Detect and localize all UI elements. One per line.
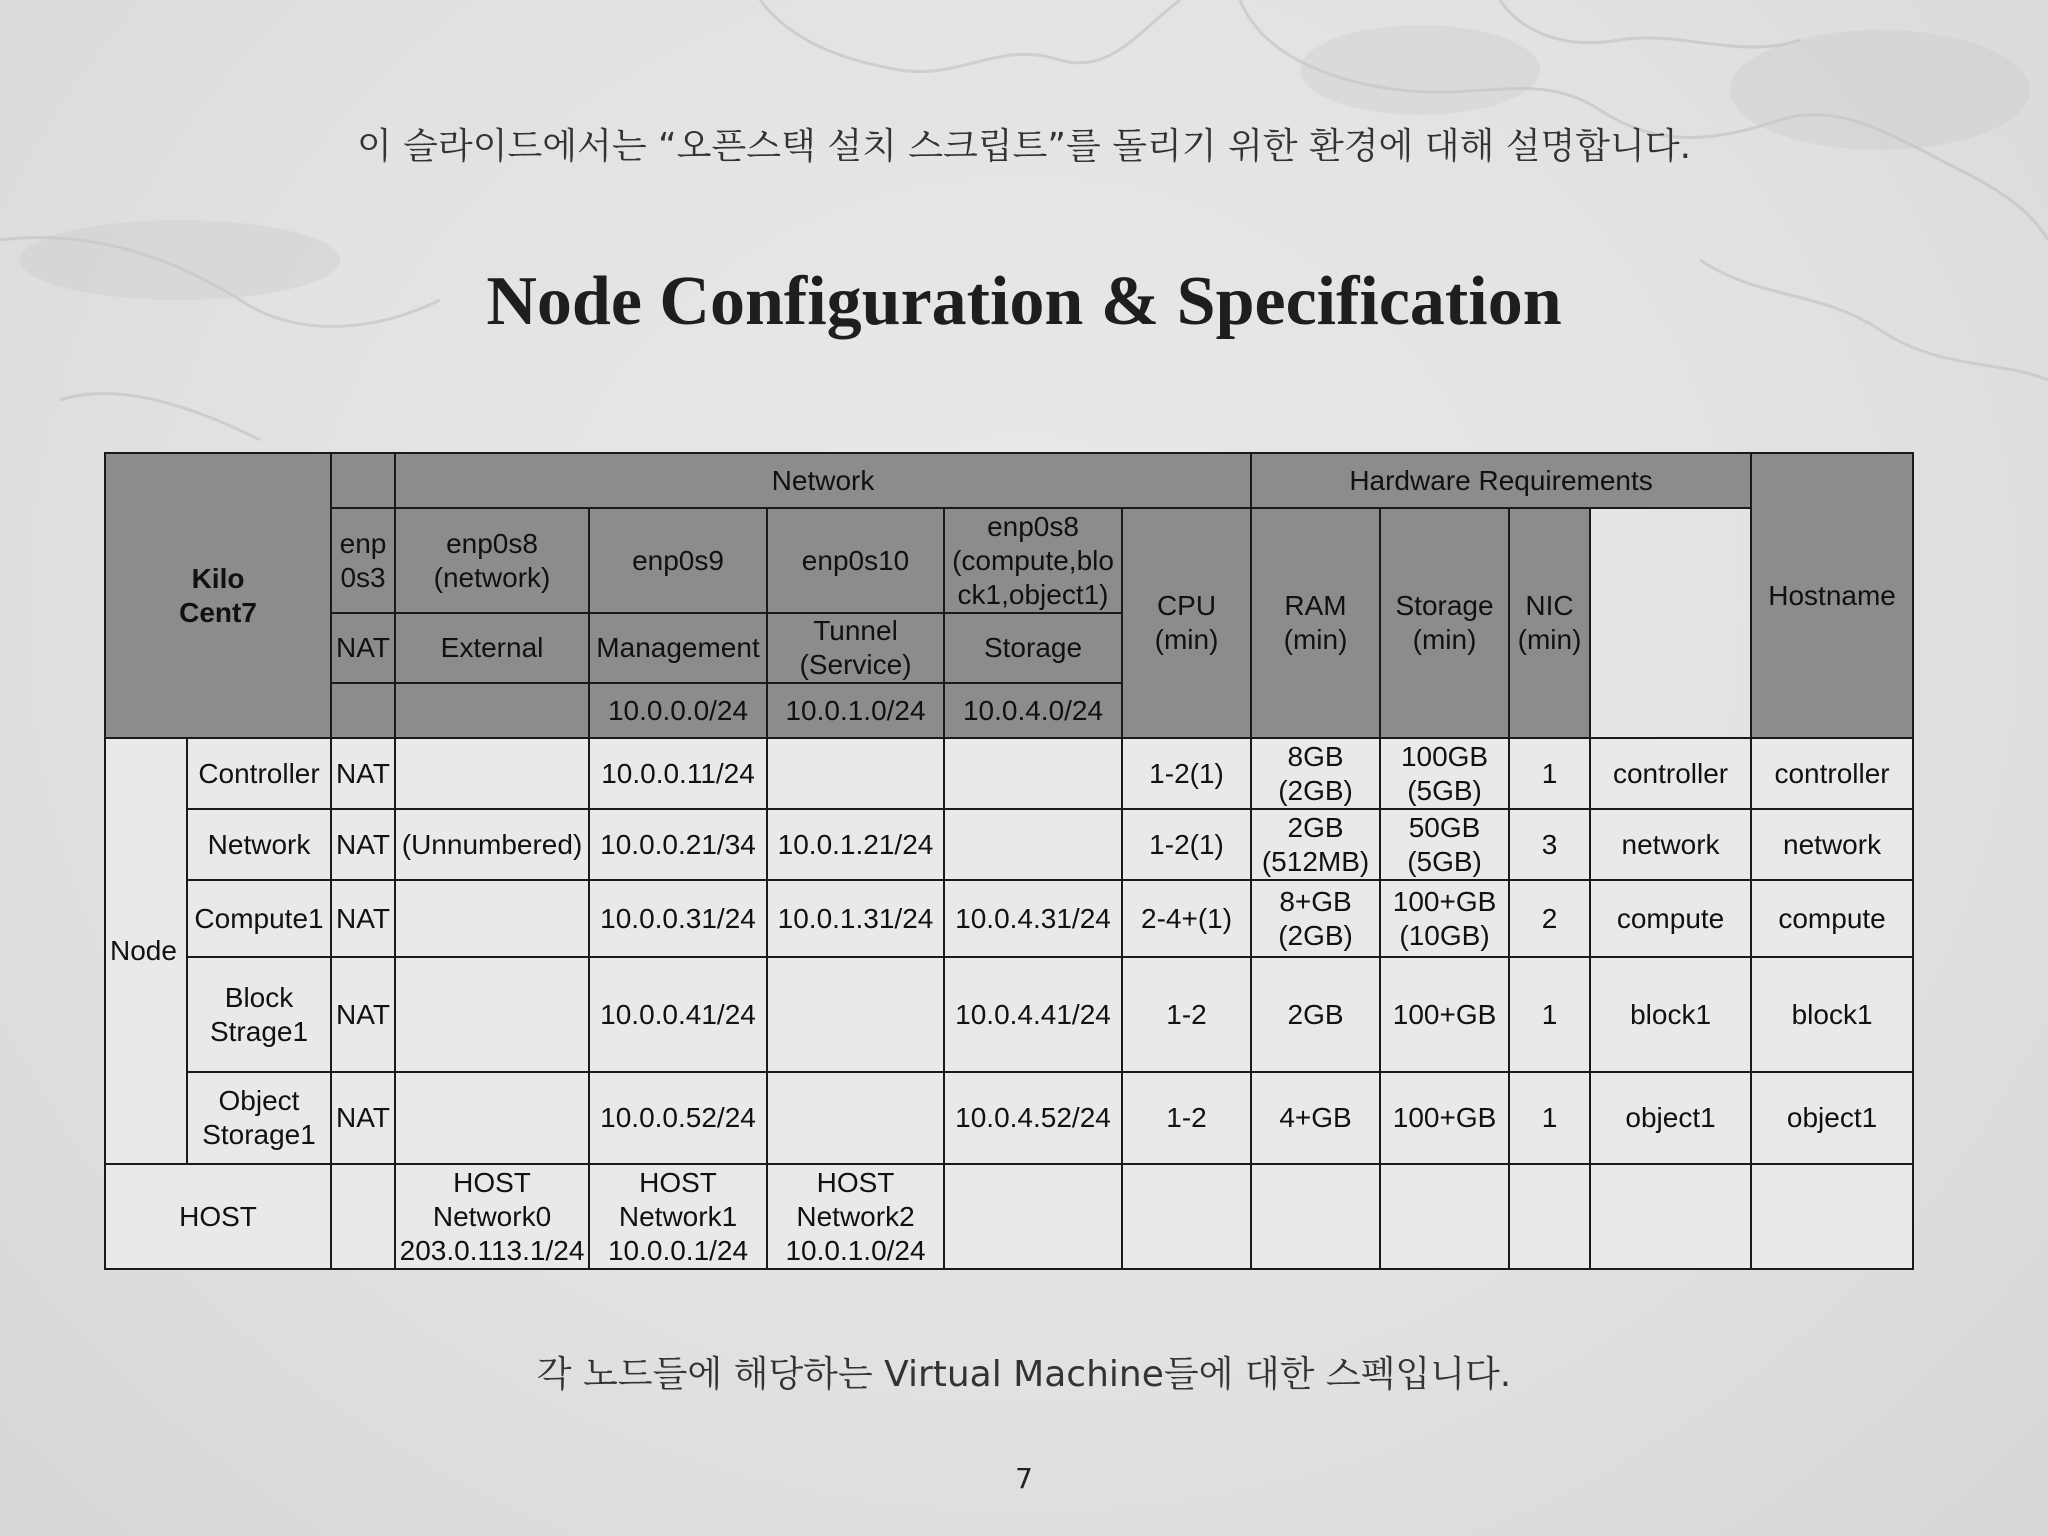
cpu-cell: 1-2 [1122, 957, 1251, 1072]
storage-ip: 10.0.4.31/24 [944, 880, 1122, 957]
intro-text: 이 슬라이드에서는 “오픈스택 설치 스크립트”를 돌리기 위한 환경에 대해 설명합니다. [356, 126, 1692, 167]
management-ip: 10.0.0.41/24 [589, 957, 767, 1072]
disk-cell: 100GB (5GB) [1380, 738, 1509, 809]
cpu-cell: 2-4+(1) [1122, 880, 1251, 957]
nat-cell: NAT [331, 880, 395, 957]
host-row [105, 1164, 1913, 1269]
ram-cell: 8GB (2GB) [1251, 738, 1380, 809]
nat-cell: NAT [331, 1072, 395, 1164]
role-external: External [395, 613, 589, 683]
external-cell [395, 957, 589, 1072]
hosts-cell: compute [1751, 880, 1913, 957]
tunnel-ip [767, 738, 944, 809]
node-name: Controller [187, 738, 331, 809]
host-label: HOST [105, 1164, 331, 1269]
management-ip: 10.0.0.52/24 [589, 1072, 767, 1164]
subnet-tunnel: 10.0.1.0/24 [767, 683, 944, 738]
iface-enp0s8-storage: enp0s8 (compute,blo ck1,object1) [944, 508, 1122, 613]
nat-cell: NAT [331, 738, 395, 809]
role-tunnel: Tunnel (Service) [767, 613, 944, 683]
host-blank [1251, 1164, 1380, 1269]
tunnel-ip [767, 1072, 944, 1164]
hosts-cell: network [1751, 809, 1913, 880]
tunnel-ip: 10.0.1.31/24 [767, 880, 944, 957]
network-group-header: Network [395, 453, 1251, 508]
table-row [105, 1072, 1913, 1164]
page-number: 7 [1015, 1462, 1033, 1495]
nat-cell: NAT [331, 809, 395, 880]
hosts-cell: object1 [1751, 1072, 1913, 1164]
header-blank [331, 453, 395, 508]
nic-cell: 1 [1509, 1072, 1590, 1164]
corner-line2: Cent7 [179, 596, 257, 628]
ram-header: RAM (min) [1251, 508, 1380, 738]
nic-header: NIC (min) [1509, 508, 1590, 738]
iface-enp0s10: enp0s10 [767, 508, 944, 613]
cpu-cell: 1-2(1) [1122, 738, 1251, 809]
external-cell [395, 738, 589, 809]
hostname-cell: block1 [1590, 957, 1751, 1072]
disk-cell: 100+GB (10GB) [1380, 880, 1509, 957]
host-nat-blank [331, 1164, 395, 1269]
nat-cell: NAT [331, 957, 395, 1072]
hosts-cell: controller [1751, 738, 1913, 809]
role-management: Management [589, 613, 767, 683]
subnet-management: 10.0.0.0/24 [589, 683, 767, 738]
host-blank [1590, 1164, 1751, 1269]
cpu-cell: 1-2(1) [1122, 809, 1251, 880]
storage-header: Storage (min) [1380, 508, 1509, 738]
hostname-cell: controller [1590, 738, 1751, 809]
storage-ip: 10.0.4.41/24 [944, 957, 1122, 1072]
hardware-group-header: Hardware Requirements [1251, 453, 1751, 508]
disk-cell: 100+GB [1380, 1072, 1509, 1164]
corner-line1: Kilo [191, 562, 245, 594]
tunnel-ip: 10.0.1.21/24 [767, 809, 944, 880]
node-name: Block Strage1 [187, 957, 331, 1072]
hostname-cell: compute [1590, 880, 1751, 957]
host-blank [1751, 1164, 1913, 1269]
table-row [105, 880, 1913, 957]
iface-enp0s3: enp 0s3 [331, 508, 395, 613]
corner-header [105, 453, 331, 738]
table-row [105, 809, 1913, 880]
host-network1: HOST Network1 10.0.0.1/24 [589, 1164, 767, 1269]
hosts-cell: block1 [1751, 957, 1913, 1072]
nic-cell: 1 [1509, 738, 1590, 809]
ram-cell: 2GB [1251, 957, 1380, 1072]
host-blank [1122, 1164, 1251, 1269]
subnet-storage: 10.0.4.0/24 [944, 683, 1122, 738]
iface-enp0s8-network: enp0s8 (network) [395, 508, 589, 613]
external-cell: (Unnumbered) [395, 809, 589, 880]
role-storage: Storage [944, 613, 1122, 683]
caption-text: 각 노드들에 해당하는 Virtual Machine들에 대한 스펙입니다. [536, 1354, 1512, 1395]
disk-cell: 100+GB [1380, 957, 1509, 1072]
node-name: Network [187, 809, 331, 880]
node-name: Compute1 [187, 880, 331, 957]
iface-enp0s9: enp0s9 [589, 508, 767, 613]
host-network2: HOST Network2 10.0.1.0/24 [767, 1164, 944, 1269]
management-ip: 10.0.0.31/24 [589, 880, 767, 957]
node-spec-table [104, 452, 1914, 1270]
nic-cell: 3 [1509, 809, 1590, 880]
cpu-header: CPU (min) [1122, 508, 1251, 738]
hostname-cell: network [1590, 809, 1751, 880]
management-ip: 10.0.0.21/34 [589, 809, 767, 880]
external-cell [395, 1072, 589, 1164]
tunnel-ip [767, 957, 944, 1072]
node-name: Object Storage1 [187, 1072, 331, 1164]
management-ip: 10.0.0.11/24 [589, 738, 767, 809]
node-group-label: Node [105, 738, 187, 1164]
hostname-header: Hostname [1751, 453, 1913, 738]
hostname-cell: object1 [1590, 1072, 1751, 1164]
nic-cell: 1 [1509, 957, 1590, 1072]
nic-cell: 2 [1509, 880, 1590, 957]
table-row [105, 957, 1913, 1072]
subnet-blank-2 [395, 683, 589, 738]
role-nat: NAT [331, 613, 395, 683]
storage-ip [944, 738, 1122, 809]
host-blank [1509, 1164, 1590, 1269]
ram-cell: 8+GB (2GB) [1251, 880, 1380, 957]
host-network0: HOST Network0 203.0.113.1/24 [395, 1164, 589, 1269]
subnet-blank-1 [331, 683, 395, 738]
host-blank [944, 1164, 1122, 1269]
storage-ip [944, 809, 1122, 880]
storage-ip: 10.0.4.52/24 [944, 1072, 1122, 1164]
external-cell [395, 880, 589, 957]
cpu-cell: 1-2 [1122, 1072, 1251, 1164]
page-title: Node Configuration & Specification [486, 263, 1562, 340]
ram-cell: 4+GB [1251, 1072, 1380, 1164]
host-blank [1380, 1164, 1509, 1269]
table-row [105, 738, 1913, 809]
disk-cell: 50GB (5GB) [1380, 809, 1509, 880]
ram-cell: 2GB (512MB) [1251, 809, 1380, 880]
